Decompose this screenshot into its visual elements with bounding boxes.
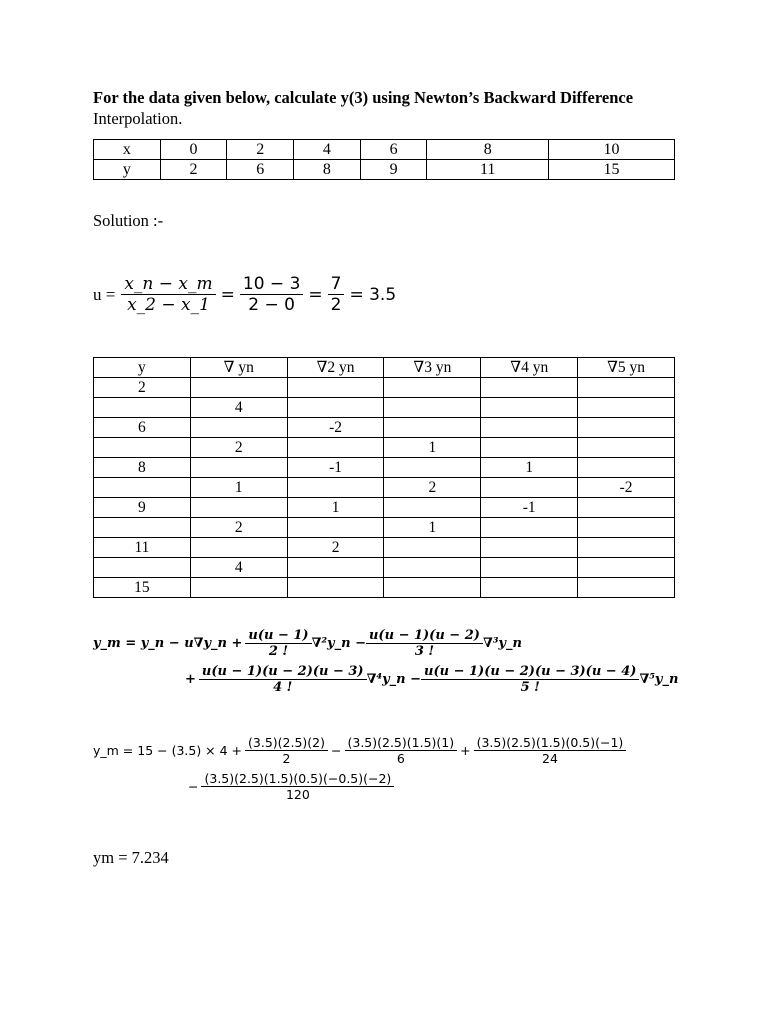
table-cell — [190, 378, 287, 398]
table-cell: 1 — [384, 438, 481, 458]
fraction — [199, 664, 367, 695]
fraction — [245, 628, 311, 659]
table-cell — [287, 378, 384, 398]
table-cell — [384, 538, 481, 558]
table-row — [94, 378, 675, 398]
table-cell — [94, 398, 191, 418]
fraction-denominator: 2 ! — [245, 643, 311, 659]
table-cell — [287, 398, 384, 418]
fraction — [240, 274, 304, 315]
table-cell: 2 — [287, 538, 384, 558]
table-row — [94, 498, 675, 518]
table-cell — [578, 558, 675, 578]
table-cell — [190, 538, 287, 558]
table-cell — [481, 558, 578, 578]
column-header: y — [94, 358, 191, 378]
substitution-line-2 — [185, 771, 394, 802]
table-cell — [384, 418, 481, 438]
table-cell: 8 — [94, 458, 191, 478]
fraction-denominator: 2 — [328, 294, 345, 315]
u-result: = 3.5 — [349, 284, 397, 305]
formula-lhs: y_m = y_n − u∇y_n + — [93, 636, 243, 651]
data-table — [93, 139, 675, 180]
fraction-denominator: 2 − 0 — [240, 294, 304, 315]
table-row — [94, 418, 675, 438]
table-cell: 15 — [549, 160, 675, 180]
table-cell — [384, 398, 481, 418]
fraction-numerator: u(u − 1)(u − 2)(u − 3)(u − 4) — [424, 664, 637, 679]
table-cell — [94, 478, 191, 498]
table-cell: 2 — [94, 378, 191, 398]
column-header: ∇ yn — [190, 358, 287, 378]
table-row — [94, 478, 675, 498]
table-cell — [481, 578, 578, 598]
u-equation — [93, 274, 401, 315]
substitution-lhs: y_m = 15 − (3.5) × 4 + — [93, 743, 243, 758]
difference-table — [93, 357, 675, 598]
table-cell — [578, 398, 675, 418]
substitution-line-1 — [93, 735, 626, 766]
table-cell: 1 — [190, 478, 287, 498]
table-cell: -1 — [287, 458, 384, 478]
fraction — [245, 735, 328, 766]
fraction-denominator: 4 ! — [199, 679, 367, 695]
backward-formula-line-2 — [185, 664, 678, 695]
fraction-denominator: 120 — [201, 786, 394, 802]
table-cell: 2 — [190, 518, 287, 538]
table-cell: 4 — [294, 140, 361, 160]
fraction-numerator: 10 − 3 — [242, 274, 301, 294]
table-header-row — [94, 358, 675, 378]
table-cell — [287, 578, 384, 598]
fraction — [345, 735, 458, 766]
table-cell — [94, 558, 191, 578]
fraction-denominator: 6 — [345, 750, 458, 766]
table-cell — [578, 518, 675, 538]
fraction-numerator: u(u − 1) — [248, 628, 309, 643]
fraction — [366, 628, 483, 659]
formula-operator: ∇²y_n − — [311, 636, 366, 651]
fraction-numerator: (3.5)(2.5)(1.5)(0.5)(−1) — [476, 735, 624, 750]
formula-operator: + — [185, 672, 196, 687]
table-cell: 0 — [160, 140, 227, 160]
fraction-denominator: 3 ! — [366, 643, 483, 659]
question-line-2: Interpolation. — [93, 109, 183, 128]
table-cell: 9 — [360, 160, 427, 180]
table-cell — [384, 578, 481, 598]
table-row — [94, 160, 675, 180]
table-cell — [578, 438, 675, 458]
table-cell: -2 — [287, 418, 384, 438]
table-cell — [481, 438, 578, 458]
column-header: ∇4 yn — [481, 358, 578, 378]
table-row — [94, 538, 675, 558]
formula-operator: ∇⁵y_n — [639, 672, 679, 687]
table-row — [94, 558, 675, 578]
fraction-numerator: (3.5)(2.5)(1.5)(1) — [347, 735, 455, 750]
table-cell: 11 — [427, 160, 549, 180]
table-row — [94, 398, 675, 418]
table-cell: 2 — [160, 160, 227, 180]
table-row — [94, 140, 675, 160]
table-cell: 6 — [360, 140, 427, 160]
formula-operator: − — [188, 779, 199, 794]
table-cell — [287, 438, 384, 458]
table-cell: 4 — [190, 558, 287, 578]
table-row — [94, 458, 675, 478]
fraction-denominator: 5 ! — [421, 679, 639, 695]
fraction-denominator: x_2 − x_1 — [121, 294, 215, 315]
formula-operator: − — [331, 743, 342, 758]
table-cell — [481, 538, 578, 558]
table-cell: x — [94, 140, 161, 160]
u-label: u = — [93, 284, 116, 304]
table-cell: 6 — [227, 160, 294, 180]
fraction-numerator: (3.5)(2.5)(2) — [248, 735, 326, 750]
table-cell: 11 — [94, 538, 191, 558]
table-cell — [481, 398, 578, 418]
table-cell: 8 — [427, 140, 549, 160]
table-cell: 1 — [384, 518, 481, 538]
fraction — [201, 771, 394, 802]
fraction-numerator: (3.5)(2.5)(1.5)(0.5)(−0.5)(−2) — [204, 771, 392, 786]
column-header: ∇3 yn — [384, 358, 481, 378]
table-row — [94, 438, 675, 458]
fraction-numerator: u(u − 1)(u − 2) — [368, 628, 480, 643]
table-row — [94, 518, 675, 538]
backward-formula-line-1 — [93, 628, 522, 659]
fraction-denominator: 24 — [474, 750, 627, 766]
question-line-1: For the data given below, calculate y(3) using Newton’s Backward Difference — [93, 88, 634, 107]
table-cell — [384, 558, 481, 578]
table-cell — [94, 438, 191, 458]
table-cell: 1 — [481, 458, 578, 478]
equals-sign: = — [308, 284, 323, 305]
table-cell: 15 — [94, 578, 191, 598]
table-cell — [578, 458, 675, 478]
table-cell — [190, 418, 287, 438]
fraction — [328, 274, 345, 315]
final-answer: ym = 7.234 — [93, 848, 169, 867]
table-cell — [384, 378, 481, 398]
table-cell — [384, 458, 481, 478]
table-cell — [190, 578, 287, 598]
fraction-numerator: x_n − x_m — [124, 274, 213, 294]
table-cell — [578, 538, 675, 558]
table-cell: 2 — [227, 140, 294, 160]
table-cell — [481, 418, 578, 438]
table-cell: y — [94, 160, 161, 180]
table-cell: -1 — [481, 498, 578, 518]
column-header: ∇5 yn — [578, 358, 675, 378]
table-cell — [578, 418, 675, 438]
table-cell — [481, 478, 578, 498]
fraction-numerator: 7 — [330, 274, 342, 294]
fraction — [474, 735, 627, 766]
table-cell — [384, 498, 481, 518]
table-cell: 1 — [287, 498, 384, 518]
table-cell — [190, 498, 287, 518]
table-row — [94, 578, 675, 598]
table-cell: 9 — [94, 498, 191, 518]
formula-operator: + — [460, 743, 471, 758]
formula-operator: ∇⁴y_n − — [366, 672, 421, 687]
table-cell — [190, 458, 287, 478]
table-cell — [578, 578, 675, 598]
table-cell — [94, 518, 191, 538]
table-cell — [287, 558, 384, 578]
table-cell — [287, 518, 384, 538]
table-cell — [481, 378, 578, 398]
table-cell — [578, 378, 675, 398]
table-cell: 4 — [190, 398, 287, 418]
solution-label: Solution :- — [93, 211, 164, 230]
table-cell — [287, 478, 384, 498]
fraction — [121, 274, 215, 315]
equals-sign: = — [220, 284, 235, 305]
column-header: ∇2 yn — [287, 358, 384, 378]
table-cell — [481, 518, 578, 538]
fraction — [421, 664, 639, 695]
table-cell — [578, 498, 675, 518]
table-cell: 2 — [384, 478, 481, 498]
table-cell: -2 — [578, 478, 675, 498]
table-cell: 2 — [190, 438, 287, 458]
fraction-denominator: 2 — [245, 750, 328, 766]
formula-operator: ∇³y_n — [482, 636, 522, 651]
fraction-numerator: u(u − 1)(u − 2)(u − 3) — [201, 664, 364, 679]
table-cell: 6 — [94, 418, 191, 438]
table-cell: 8 — [294, 160, 361, 180]
table-cell: 10 — [549, 140, 675, 160]
